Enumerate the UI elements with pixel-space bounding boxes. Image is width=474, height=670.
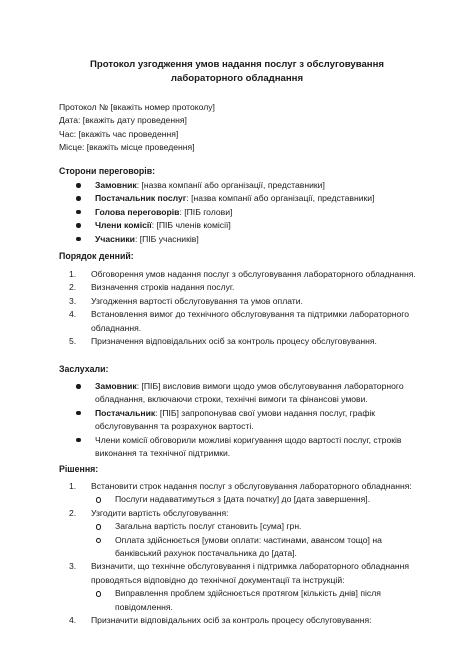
bullet-icon <box>76 196 81 201</box>
list-item: 3. Визначити, що технічне обслуговування і підтримка лабораторного обладнання проводяться відповідно до технічної документації та інструкцій: <box>69 561 410 585</box>
list-item: 5. Призначення відповідальних осіб за контроль процесу обслуговування. <box>69 336 377 347</box>
bullet-icon <box>76 183 81 188</box>
decisions-heading: Рішення: <box>59 464 99 474</box>
protocol-time: Час: [вкажіть час проведення] <box>59 128 179 139</box>
list-item: Голова переговорів: [ПІБ голови] <box>75 206 435 219</box>
page-title: Протокол узгодження умов надання послуг з обслуговування лабораторного обладнання <box>90 59 384 84</box>
list-item: 1. Встановити строк надання послуг з обслуговування лабораторного обладнання: <box>69 481 412 491</box>
agenda-list <box>69 268 419 348</box>
circle-bullet-icon <box>96 497 101 502</box>
parties-heading: Сторони переговорів: <box>59 166 156 176</box>
circle-bullet-icon <box>96 524 101 529</box>
list-item: 2. Узгодити вартість обслуговування: <box>69 507 229 518</box>
protocol-date: Дата: [вкажіть дату проведення] <box>59 115 187 126</box>
list-item: 2. Визначення строків надання послуг. <box>69 282 235 293</box>
sub-list-item: Виправлення проблем здійснюється протягом [кількість днів] після повідомлення. <box>69 587 419 614</box>
list-item: 4. Встановлення вимог до технічного обслуговування та підтримки лабораторного обладнання. <box>69 309 409 333</box>
list-item: 1. Обговорення умов надання послуг з обслуговування лабораторного обладнання. <box>69 269 416 279</box>
list-item: 3. Узгодження вартості обслуговування та умов оплати. <box>69 295 303 306</box>
bullet-icon <box>76 384 81 389</box>
list-item: 4. Призначити відповідальних осіб за контроль процесу обслуговування: <box>69 615 372 626</box>
sub-list-item: Загальна вартість послуг становить [сума] грн. <box>69 520 419 533</box>
protocol-number: Протокол № [вкажіть номер протоколу] <box>59 102 215 112</box>
circle-bullet-icon <box>96 538 101 543</box>
list-item: Члени комісії: [ПІБ членів комісії] <box>75 219 435 232</box>
list-item: Замовник: [назва компанії або організації, представники] <box>75 179 435 192</box>
list-item: Учасники: [ПІБ учасників] <box>75 233 435 246</box>
bullet-icon <box>76 210 81 215</box>
heard-list <box>75 380 435 460</box>
agenda-heading: Порядок денний: <box>59 251 134 261</box>
sub-list-item: Оплата здійснюється [умови оплати: частинами, авансом тощо] на банківський рахунок постачальника до [дата]. <box>69 534 419 561</box>
bullet-icon <box>76 438 81 443</box>
list-item: Постачальник послуг: [назва компанії або організації, представники] <box>75 192 435 205</box>
bullet-icon <box>76 237 81 242</box>
list-item: Постачальник: [ПІБ] запропонував свої умови надання послуг, графік обслуговування та розрахунок вартості. <box>75 407 435 434</box>
heard-heading: Заслухали: <box>59 364 109 374</box>
sub-list-item: Послуги надаватимуться з [дата початку] до [дата завершення]. <box>69 493 419 506</box>
list-item: Замовник: [ПІБ] висловив вимоги щодо умов обслуговування лабораторного обладнання, включаючи строки, технічні вимоги та фінансові умови. <box>75 380 435 407</box>
protocol-meta <box>59 101 429 154</box>
decisions-list <box>69 480 419 627</box>
parties-list <box>75 179 435 246</box>
bullet-icon <box>76 411 81 416</box>
list-item: Члени комісії обговорили можливі коригування щодо вартості послуг, строків виконання та технічної підтримки. <box>75 434 435 461</box>
bullet-icon <box>76 223 81 228</box>
protocol-place: Місце: [вкажіть місце проведення] <box>59 141 195 152</box>
circle-bullet-icon <box>96 591 101 596</box>
